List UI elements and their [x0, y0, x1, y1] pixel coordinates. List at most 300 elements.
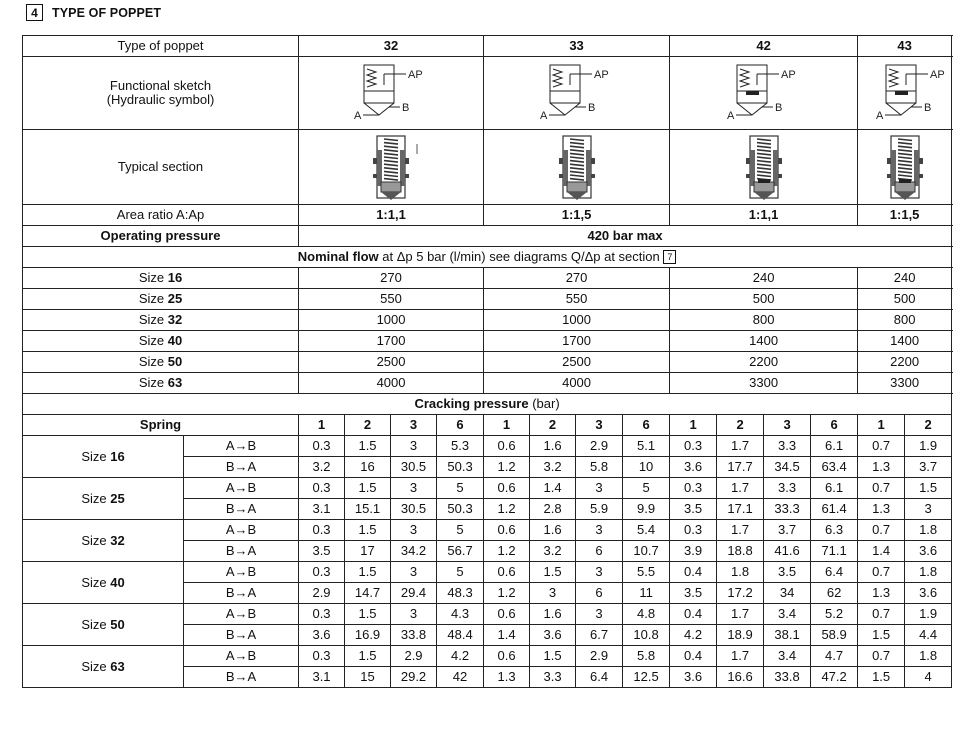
size-number: 25: [167, 291, 183, 306]
nominal-flow-value: 500: [858, 289, 952, 310]
nominal-flow-title-rest: at Δp 5 bar (l/min) see diagrams Q/Δp at section: [378, 248, 664, 264]
cracking-value: 1.8: [905, 646, 952, 667]
cracking-value: 17.7: [717, 457, 764, 478]
cracking-value: 3.6: [670, 457, 717, 478]
direction-ab: A→B: [184, 562, 299, 583]
cracking-value: 1.9: [905, 604, 952, 625]
port-label-ap: AP: [780, 69, 796, 81]
cracking-value: 56.7: [437, 541, 484, 562]
cracking-value: 6.4: [811, 562, 858, 583]
port-label-a: A: [354, 110, 362, 122]
cracking-value: 10.8: [623, 625, 670, 646]
cracking-value: 1.6: [530, 520, 576, 541]
cracking-value: 9.9: [623, 499, 670, 520]
cracking-value: 2.9: [391, 646, 437, 667]
cracking-value: 3.2: [530, 541, 576, 562]
port-label-a: A: [539, 110, 547, 122]
cracking-value: 11: [623, 583, 670, 604]
nominal-flow-value: 1400: [670, 331, 858, 352]
cracking-value: 3.5: [764, 562, 811, 583]
nominal-flow-title-bold: Nominal flow: [297, 248, 379, 264]
cracking-value: 6.1: [811, 478, 858, 499]
cracking-pressure-title: [23, 394, 952, 415]
spring-number: 1: [299, 415, 345, 436]
size-number: 16: [110, 448, 125, 464]
cracking-value: 0.3: [670, 520, 717, 541]
cracking-value: 0.3: [670, 478, 717, 499]
cracking-value: 10: [623, 457, 670, 478]
cracking-value: 0.3: [299, 520, 345, 541]
spring-header-row: [23, 415, 952, 436]
spring-number: 1: [484, 415, 530, 436]
port-label-ap: AP: [930, 69, 945, 81]
cracking-value: 1.8: [717, 562, 764, 583]
direction-ba: B→A: [184, 625, 299, 646]
nominal-flow-value: 500: [670, 289, 858, 310]
cracking-value: 5.9: [576, 499, 623, 520]
cracking-value: 1.4: [484, 625, 530, 646]
nominal-flow-row: [23, 373, 952, 394]
cracking-value: 6.4: [576, 667, 623, 688]
spring-label: Spring: [23, 415, 299, 436]
nominal-flow-row: [23, 352, 952, 373]
cracking-value: 3: [576, 478, 623, 499]
type-of-poppet-label: Type of poppet: [23, 36, 299, 57]
spring-number: 2: [905, 415, 952, 436]
nominal-flow-value: 270: [484, 268, 670, 289]
cracking-value: 17.2: [717, 583, 764, 604]
cracking-value: 4.2: [670, 625, 717, 646]
size-number: 25: [110, 490, 125, 506]
size-label: [23, 520, 184, 562]
cracking-value: 33.3: [764, 499, 811, 520]
cracking-value: 3: [391, 562, 437, 583]
operating-pressure-row: [23, 226, 952, 247]
cracking-value: 0.7: [858, 646, 905, 667]
hydraulic-symbol-icon: [336, 57, 446, 129]
cracking-value: 4.4: [905, 625, 952, 646]
cracking-value: 1.7: [717, 646, 764, 667]
cracking-value: 3: [905, 499, 952, 520]
cracking-value: 0.7: [858, 604, 905, 625]
cracking-value: 1.3: [858, 583, 905, 604]
cracking-value: 3.4: [764, 646, 811, 667]
cracking-value: 15.1: [345, 499, 391, 520]
nominal-flow-row: [23, 268, 952, 289]
section-drawing-32: [299, 130, 484, 205]
size-label: [23, 331, 299, 352]
cracking-value: 3.5: [299, 541, 345, 562]
cracking-value: 1.2: [484, 541, 530, 562]
cracking-value: 1.3: [858, 499, 905, 520]
spring-number: 2: [345, 415, 391, 436]
port-label-b: B: [924, 102, 932, 114]
cracking-value: 1.5: [345, 646, 391, 667]
cracking-value: 34.2: [391, 541, 437, 562]
cracking-value: 3.6: [670, 667, 717, 688]
size-prefix: Size: [138, 354, 168, 369]
cracking-value: 4.8: [623, 604, 670, 625]
size-number: 16: [167, 270, 183, 285]
section-drawing-42: [670, 130, 858, 205]
spring-number: 6: [623, 415, 670, 436]
cracking-value: 4.7: [811, 646, 858, 667]
spring-number: 1: [858, 415, 905, 436]
nominal-flow-title-row: [23, 247, 952, 268]
cracking-value: 0.6: [484, 520, 530, 541]
cracking-title-rest: (bar): [528, 396, 560, 411]
cracking-value: 3.6: [905, 583, 952, 604]
cracking-value: 3.3: [764, 436, 811, 457]
direction-ba: B→A: [184, 583, 299, 604]
cracking-value: 42: [437, 667, 484, 688]
poppet-header-row: [23, 36, 952, 57]
direction-ab: A→B: [184, 436, 299, 457]
size-label: [23, 646, 184, 688]
cracking-value: 16.6: [717, 667, 764, 688]
cracking-value: 2.8: [530, 499, 576, 520]
cracking-value: 6: [576, 541, 623, 562]
cracking-value: 5: [437, 520, 484, 541]
nominal-flow-value: 4000: [299, 373, 484, 394]
cracking-value: 1.5: [530, 562, 576, 583]
hydraulic-symbol-33: [484, 57, 670, 130]
cracking-value: 2.9: [576, 436, 623, 457]
cracking-value: 16.9: [345, 625, 391, 646]
cracking-value: 1.7: [717, 436, 764, 457]
nominal-flow-value: 3300: [670, 373, 858, 394]
cracking-value: 34: [764, 583, 811, 604]
cracking-value: 62: [811, 583, 858, 604]
cracking-value: 3: [391, 520, 437, 541]
size-prefix: Size: [81, 658, 111, 674]
cracking-value: 41.6: [764, 541, 811, 562]
cracking-value: 16: [345, 457, 391, 478]
poppet-type-42: 42: [670, 36, 858, 57]
cracking-value: 1.4: [530, 478, 576, 499]
cracking-value: 1.5: [858, 667, 905, 688]
cracking-row-ab: [23, 436, 952, 457]
cracking-value: 1.2: [484, 583, 530, 604]
nominal-flow-value: 240: [858, 268, 952, 289]
cracking-value: 50.3: [437, 499, 484, 520]
cracking-value: 3: [391, 436, 437, 457]
size-number: 40: [110, 574, 125, 590]
nominal-flow-value: 1400: [858, 331, 952, 352]
cracking-value: 5.1: [623, 436, 670, 457]
size-prefix: Size: [81, 532, 111, 548]
poppet-type-43: 43: [858, 36, 952, 57]
cracking-value: 38.1: [764, 625, 811, 646]
cracking-value: 48.3: [437, 583, 484, 604]
cracking-value: 30.5: [391, 457, 437, 478]
cracking-value: 0.6: [484, 436, 530, 457]
direction-ba: B→A: [184, 499, 299, 520]
nominal-flow-value: 2200: [670, 352, 858, 373]
cracking-value: 0.3: [299, 562, 345, 583]
cracking-value: 15: [345, 667, 391, 688]
size-number: 32: [110, 532, 125, 548]
cracking-value: 4.3: [437, 604, 484, 625]
size-label: [23, 436, 184, 478]
poppet-section-drawing: [537, 130, 617, 204]
cracking-value: 5: [437, 562, 484, 583]
cracking-value: 0.3: [299, 478, 345, 499]
cracking-value: 18.8: [717, 541, 764, 562]
port-label-a: A: [876, 110, 884, 122]
cracking-value: 1.2: [484, 457, 530, 478]
size-prefix: Size: [138, 312, 168, 327]
cracking-value: 1.6: [530, 604, 576, 625]
section-number: 4: [26, 4, 43, 21]
size-label: [23, 562, 184, 604]
cracking-value: 17: [345, 541, 391, 562]
port-label-ap: AP: [408, 69, 423, 81]
cracking-value: 29.2: [391, 667, 437, 688]
nominal-flow-value: 2200: [858, 352, 952, 373]
size-prefix: Size: [138, 375, 168, 390]
cracking-value: 3.6: [299, 625, 345, 646]
cracking-value: 3: [576, 520, 623, 541]
spring-number: 3: [391, 415, 437, 436]
cracking-value: 30.5: [391, 499, 437, 520]
cracking-value: 0.4: [670, 604, 717, 625]
cracking-value: 0.7: [858, 436, 905, 457]
direction-ab: A→B: [184, 520, 299, 541]
nominal-flow-value: 2500: [484, 352, 670, 373]
section-header: [26, 4, 161, 21]
spring-number: 6: [811, 415, 858, 436]
cracking-value: 61.4: [811, 499, 858, 520]
cracking-value: 4.2: [437, 646, 484, 667]
cracking-value: 3.1: [299, 667, 345, 688]
cracking-value: 0.4: [670, 562, 717, 583]
nominal-flow-value: 2500: [299, 352, 484, 373]
cracking-value: 3.6: [905, 541, 952, 562]
size-label: [23, 478, 184, 520]
cracking-value: 5.4: [623, 520, 670, 541]
cracking-value: 2.9: [576, 646, 623, 667]
poppet-section-drawing: [724, 130, 804, 204]
spring-number: 1: [670, 415, 717, 436]
cracking-value: 1.8: [905, 520, 952, 541]
nominal-flow-value: 270: [299, 268, 484, 289]
port-label-b: B: [587, 102, 595, 114]
nominal-flow-value: 3300: [858, 373, 952, 394]
cracking-value: 1.5: [530, 646, 576, 667]
cracking-value: 1.5: [345, 478, 391, 499]
size-label: [23, 604, 184, 646]
cracking-value: 1.7: [717, 478, 764, 499]
port-label-b: B: [774, 102, 782, 114]
cracking-value: 1.6: [530, 436, 576, 457]
hydraulic-symbol-42: [670, 57, 858, 130]
cracking-value: 50.3: [437, 457, 484, 478]
functional-sketch-line1: Functional sketch: [109, 78, 212, 93]
cracking-value: 3.4: [764, 604, 811, 625]
cracking-value: 3.3: [764, 478, 811, 499]
cracking-value: 1.8: [905, 562, 952, 583]
direction-ab: A→B: [184, 478, 299, 499]
cracking-value: 1.2: [484, 499, 530, 520]
cracking-value: 33.8: [764, 667, 811, 688]
direction-ba: B→A: [184, 457, 299, 478]
cracking-value: 29.4: [391, 583, 437, 604]
port-label-b: B: [402, 102, 410, 114]
area-ratio-value: 1:1,1: [670, 205, 858, 226]
cracking-value: 5.2: [811, 604, 858, 625]
typical-section-row: [23, 130, 952, 205]
cracking-value: 2.9: [299, 583, 345, 604]
cracking-value: 0.6: [484, 562, 530, 583]
cracking-value: 6.1: [811, 436, 858, 457]
size-label: [23, 373, 299, 394]
cracking-value: 3.5: [670, 499, 717, 520]
cracking-value: 34.5: [764, 457, 811, 478]
size-label: [23, 268, 299, 289]
cracking-value: 3.5: [670, 583, 717, 604]
cracking-value: 3.6: [530, 625, 576, 646]
size-number: 50: [167, 354, 183, 369]
hydraulic-symbol-icon: [522, 57, 632, 129]
size-number: 63: [110, 658, 125, 674]
cracking-value: 3: [391, 604, 437, 625]
cracking-value: 3: [391, 478, 437, 499]
cracking-value: 5.3: [437, 436, 484, 457]
nominal-flow-value: 800: [670, 310, 858, 331]
typical-section-label: Typical section: [23, 130, 299, 205]
size-prefix: Size: [81, 616, 111, 632]
cracking-row-ab: [23, 478, 952, 499]
hydraulic-symbol-32: [299, 57, 484, 130]
functional-sketch-row: [23, 57, 952, 130]
cracking-value: 3.2: [299, 457, 345, 478]
section-drawing-33: [484, 130, 670, 205]
cracking-value: 3: [576, 604, 623, 625]
cracking-value: 0.4: [670, 646, 717, 667]
nominal-flow-value: 240: [670, 268, 858, 289]
cracking-value: 6.7: [576, 625, 623, 646]
nominal-flow-value: 4000: [484, 373, 670, 394]
cracking-value: 12.5: [623, 667, 670, 688]
size-number: 63: [167, 375, 183, 390]
nominal-flow-title: [23, 247, 952, 268]
cracking-value: 0.7: [858, 478, 905, 499]
size-label: [23, 289, 299, 310]
cracking-value: 3.1: [299, 499, 345, 520]
area-ratio-row: [23, 205, 952, 226]
size-prefix: Size: [81, 574, 111, 590]
section-title: TYPE OF POPPET: [52, 5, 162, 20]
cracking-value: 10.7: [623, 541, 670, 562]
spring-number: 2: [530, 415, 576, 436]
nominal-flow-value: 550: [484, 289, 670, 310]
cracking-value: 0.6: [484, 646, 530, 667]
cracking-value: 1.5: [345, 562, 391, 583]
cracking-value: 5.8: [623, 646, 670, 667]
cracking-value: 3: [576, 562, 623, 583]
cracking-value: 0.3: [299, 646, 345, 667]
cracking-row-ab: [23, 562, 952, 583]
cracking-value: 5.8: [576, 457, 623, 478]
cracking-value: 0.7: [858, 520, 905, 541]
size-prefix: Size: [81, 448, 111, 464]
cracking-value: 1.5: [345, 520, 391, 541]
cracking-value: 48.4: [437, 625, 484, 646]
size-prefix: Size: [81, 490, 111, 506]
cracking-value: 0.3: [670, 436, 717, 457]
operating-pressure-value: 420 bar max: [299, 226, 952, 247]
cracking-value: 5.5: [623, 562, 670, 583]
cracking-value: 58.9: [811, 625, 858, 646]
size-label: [23, 310, 299, 331]
cracking-title-bold: Cracking pressure: [414, 396, 529, 411]
nominal-flow-value: 1000: [484, 310, 670, 331]
cracking-value: 1.5: [858, 625, 905, 646]
cracking-value: 5: [437, 478, 484, 499]
direction-ba: B→A: [184, 541, 299, 562]
direction-ba: B→A: [184, 667, 299, 688]
direction-ab: A→B: [184, 604, 299, 625]
functional-sketch-line2: (Hydraulic symbol): [106, 92, 215, 107]
cracking-value: 0.3: [299, 604, 345, 625]
spring-number: 3: [576, 415, 623, 436]
cracking-value: 14.7: [345, 583, 391, 604]
cracking-value: 71.1: [811, 541, 858, 562]
cracking-title-row: [23, 394, 952, 415]
size-label: [23, 352, 299, 373]
spring-number: 3: [764, 415, 811, 436]
cracking-value: 6.3: [811, 520, 858, 541]
nominal-flow-row: [23, 310, 952, 331]
cracking-value: 18.9: [717, 625, 764, 646]
cracking-value: 3.3: [530, 667, 576, 688]
size-number: 50: [110, 616, 125, 632]
cracking-value: 5: [623, 478, 670, 499]
cracking-value: 3.7: [764, 520, 811, 541]
hydraulic-symbol-icon: [858, 57, 952, 129]
cracking-value: 0.3: [299, 436, 345, 457]
cracking-row-ab: [23, 604, 952, 625]
poppet-type-33: 33: [484, 36, 670, 57]
cracking-value: 1.3: [858, 457, 905, 478]
area-ratio-value: 1:1,5: [858, 205, 952, 226]
size-number: 32: [167, 312, 183, 327]
area-ratio-value: 1:1,1: [299, 205, 484, 226]
cracking-value: 33.8: [391, 625, 437, 646]
size-number: 40: [167, 333, 183, 348]
cracking-value: 3.7: [905, 457, 952, 478]
direction-ab: A→B: [184, 646, 299, 667]
size-prefix: Size: [138, 291, 168, 306]
area-ratio-label: Area ratio A:Ap: [23, 205, 299, 226]
nominal-flow-row: [23, 289, 952, 310]
spring-number: 6: [437, 415, 484, 436]
cracking-value: 1.7: [717, 604, 764, 625]
cracking-value: 47.2: [811, 667, 858, 688]
nominal-flow-value: 1700: [299, 331, 484, 352]
nominal-flow-value: 800: [858, 310, 952, 331]
poppet-section-drawing: [351, 130, 431, 204]
cracking-value: 4: [905, 667, 952, 688]
spring-number: 2: [717, 415, 764, 436]
cracking-value: 17.1: [717, 499, 764, 520]
cracking-value: 1.5: [345, 604, 391, 625]
size-prefix: Size: [138, 333, 168, 348]
operating-pressure-label: Operating pressure: [23, 226, 299, 247]
cracking-value: 0.7: [858, 562, 905, 583]
cracking-value: 3: [530, 583, 576, 604]
